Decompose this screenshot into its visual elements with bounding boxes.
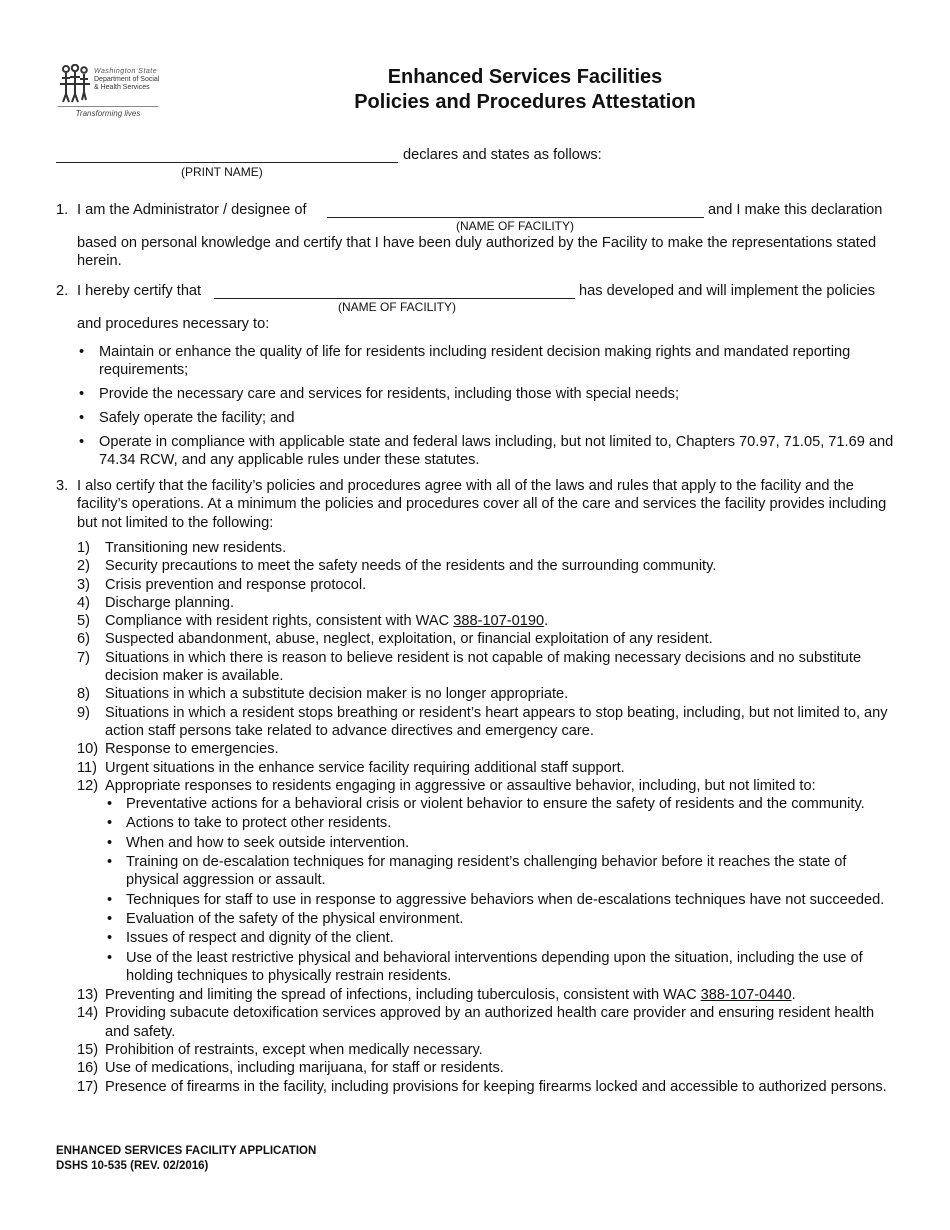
list-number: 3) [77, 576, 90, 593]
sub-list-item: • Use of the least restrictive physical and behavioral interventions depending upon the situation, including the use of holding techniques to physically restrain residents. [105, 949, 895, 986]
item2-bullet-list [77, 343, 895, 475]
sub-list-item: • Issues of respect and dignity of the client. [105, 929, 895, 947]
list-text: Providing subacute detoxification services approved by an authorized health care provider and ensuring resident health and safety. [105, 1005, 875, 1040]
list-text: Crisis prevention and response protocol. [105, 576, 367, 593]
page-title-line2: Policies and Procedures Attestation [354, 91, 696, 113]
list-item [77, 612, 895, 630]
logo-state: Washington State [94, 68, 158, 75]
list-number: 10) [77, 741, 99, 758]
item1-facility-name-field[interactable] [327, 217, 704, 218]
sub-list-item: • Techniques for staff to use in response to aggressive behaviors when de-escalations techniques have not succeeded. [105, 891, 895, 909]
item3-numbered-list [77, 539, 895, 1096]
list-number: 6) [77, 631, 90, 648]
footer-form-number: DSHS 10-535 (REV. 02/2016) [56, 1159, 209, 1172]
item1-number: 1. [56, 202, 69, 218]
list-number: 13) [77, 987, 99, 1004]
declaration-suffix: declares and states as follows: [403, 147, 602, 163]
list-number: 9) [77, 704, 90, 721]
list-number: 5) [77, 613, 90, 630]
item2-suffix: has developed and will implement the policies [579, 283, 876, 299]
list-text: Suspected abandonment, abuse, neglect, exploitation, or financial exploitation of any resident. [105, 631, 713, 648]
list-text-end: . [791, 987, 796, 1004]
list-item: • Maintain or enhance the quality of life for residents including resident decision making rights and mandated reporting requirements; [77, 343, 895, 380]
list-item: • Operate in compliance with applicable state and federal laws including, but not limited to, Chapters 70.97, 71.05, 71.69 and 74.34 RCW, and any applicable rules under these statutes. [77, 433, 895, 470]
item2-prefix: I hereby certify that [77, 283, 202, 299]
list-item [77, 576, 895, 594]
list-item [77, 557, 895, 575]
list-number: 16) [77, 1060, 99, 1077]
list-number: 17) [77, 1078, 99, 1095]
list-text-end: . [544, 613, 549, 630]
item1-caption: (NAME OF FACILITY) [456, 219, 575, 233]
sub-list-item: • Evaluation of the safety of the physical environment. [105, 910, 895, 928]
sub-bullet-list [105, 795, 895, 985]
footer-form-title: ENHANCED SERVICES FACILITY APPLICATION [56, 1145, 317, 1157]
list-item [77, 1078, 895, 1096]
wac-388-107-0440-link[interactable]: 388-107-0440 [700, 987, 792, 1004]
list-item: • Safely operate the facility; and [77, 409, 895, 427]
logo-tagline: Transforming lives [58, 106, 158, 118]
item1-continuation: based on personal knowledge and certify that I have been duly authorized by the Facility to make the representations stated herein. [77, 235, 877, 270]
list-item [77, 986, 895, 1004]
list-number: 15) [77, 1042, 99, 1059]
list-text: Transitioning new residents. [105, 540, 287, 556]
list-number: 7) [77, 649, 90, 666]
list-text: Prohibition of restraints, except when medically necessary. [105, 1042, 483, 1059]
list-item [77, 649, 895, 686]
list-item [77, 1041, 895, 1059]
list-text: Use of medications, including marijuana, for staff or residents. [105, 1060, 504, 1077]
sub-list-item: • Training on de-escalation techniques for managing resident’s challenging behavior before it reaches the state of physical aggression or assault. [105, 853, 895, 890]
form-footer [56, 1144, 316, 1173]
print-name-field[interactable] [56, 162, 398, 163]
list-item [77, 777, 895, 985]
item1-prefix: I am the Administrator / designee of [77, 202, 307, 218]
sub-list-item: • Actions to take to protect other residents. [105, 814, 895, 832]
wac-388-107-0190-link[interactable]: 388-107-0190 [453, 613, 545, 630]
list-item [77, 740, 895, 758]
list-item [77, 704, 895, 741]
list-item: • Provide the necessary care and services for residents, including those with special needs; [77, 385, 895, 403]
list-text: Presence of firearms in the facility, including provisions for keeping firearms locked and accessible to authorized persons. [105, 1078, 887, 1095]
logo-org-text [94, 68, 159, 92]
logo-dept-line1: Department of Social [94, 76, 160, 83]
item2-facility-name-field[interactable] [214, 298, 575, 299]
list-number: 12) [77, 777, 99, 794]
list-text: Response to emergencies. [105, 741, 279, 758]
item1-suffix: and I make this declaration [708, 202, 883, 218]
list-text: Situations in which a resident stops breathing or resident’s heart appears to stop beating, including, but not limited to, any action staff persons take related to advance directives and emergency care. [105, 704, 888, 739]
list-text: Situations in which there is reason to believe resident is not capable of making necessary decisions and no substitute decision maker is available. [105, 649, 862, 685]
list-item [77, 1004, 895, 1041]
list-item [77, 630, 895, 648]
list-number: 11) [77, 759, 98, 776]
item2-continuation: and procedures necessary to: [77, 316, 270, 332]
list-number: 4) [77, 594, 90, 611]
print-name-caption: (PRINT NAME) [181, 165, 263, 179]
list-text: Situations in which a substitute decision maker is no longer appropriate. [105, 686, 569, 703]
list-text: Compliance with resident rights, consistent with WAC [105, 613, 454, 630]
list-text: Urgent situations in the enhance service facility requiring additional staff support. [105, 759, 625, 776]
list-item [77, 685, 895, 703]
sub-list-item: • When and how to seek outside intervention. [105, 834, 895, 852]
list-number: 8) [77, 686, 90, 703]
family-icon [58, 64, 92, 104]
item3-number: 3. [56, 478, 69, 494]
list-number: 14) [77, 1005, 99, 1022]
list-item [77, 1059, 895, 1077]
list-item [77, 759, 895, 777]
item3-text: I also certify that the facility’s policies and procedures agree with all of the laws and rules that apply to the facility and the facility’s operations. At a minimum the policies and procedures cover all of the care and services the facility provides including but not limited to the following: [77, 478, 887, 531]
list-text: Preventing and limiting the spread of infections, including tuberculosis, consistent with WAC [105, 987, 701, 1004]
list-text: Appropriate responses to residents engaging in aggressive or assaultive behavior, including, but not limited to: [105, 777, 816, 794]
list-number: 1) [77, 540, 90, 556]
list-item [77, 539, 895, 557]
list-item [77, 594, 895, 612]
list-number: 2) [77, 558, 90, 575]
dshs-logo [56, 62, 160, 120]
item2-caption: (NAME OF FACILITY) [338, 300, 457, 314]
page-title-line1: Enhanced Services Facilities [387, 66, 663, 88]
sub-list-item: • Preventative actions for a behavioral crisis or violent behavior to ensure the safety of residents and the community. [105, 795, 895, 813]
list-text: Security precautions to meet the safety needs of the residents and the surrounding community. [105, 558, 717, 575]
item2-number: 2. [56, 283, 69, 299]
logo-dept-line2: & Health Services [94, 84, 150, 91]
list-text: Discharge planning. [105, 594, 234, 611]
